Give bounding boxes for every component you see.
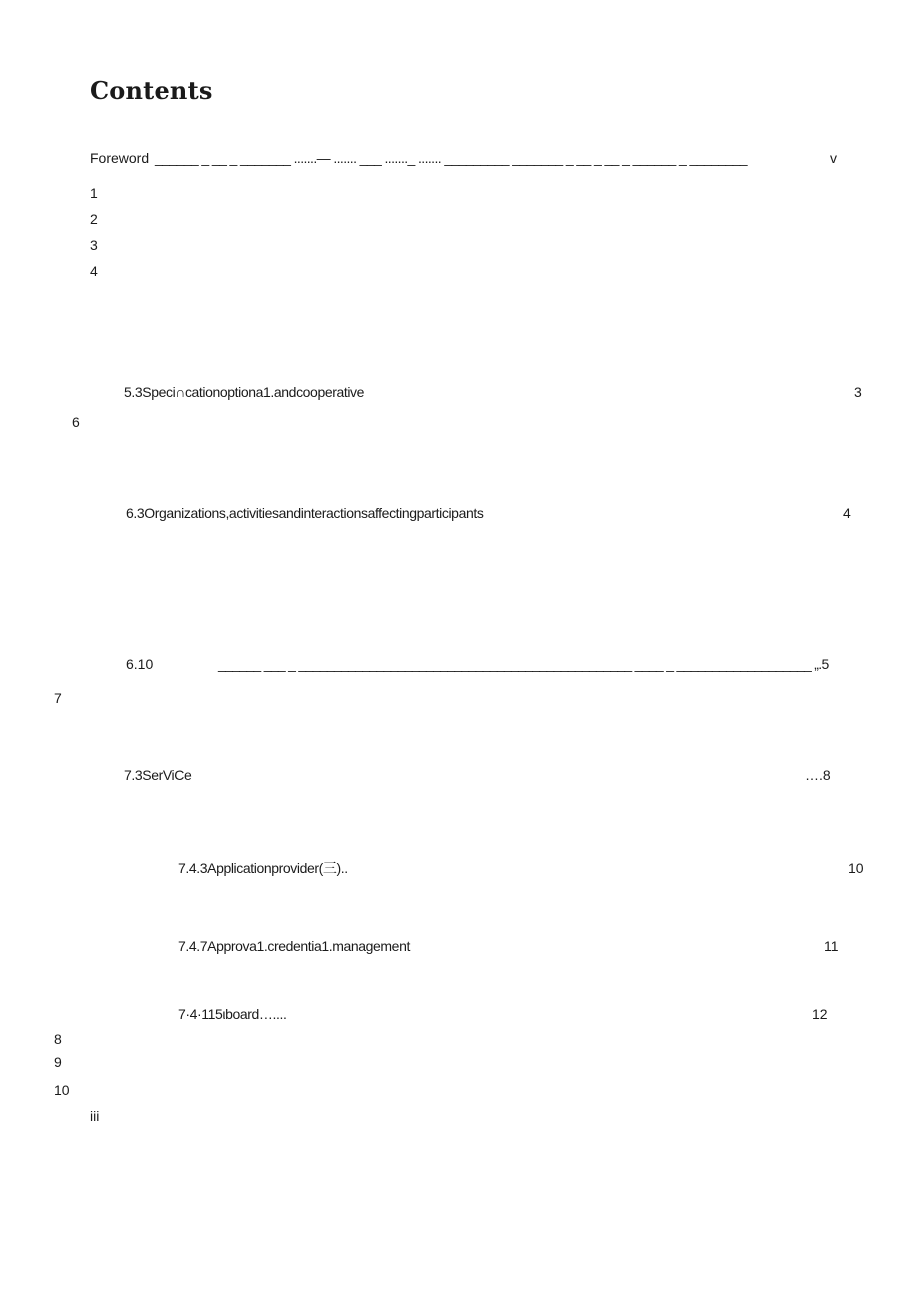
toc-entry-5-3-page: 3 — [854, 384, 862, 400]
toc-entry-7-3-page: ….8 — [805, 767, 831, 783]
toc-number-6: 6 — [72, 414, 80, 430]
toc-entry-7-4-11-label: 7·4·115ιboard….... — [178, 1006, 287, 1022]
toc-number-10: 10 — [54, 1082, 70, 1098]
toc-number-4: 4 — [90, 263, 98, 279]
toc-entry-7-3-label: 7.3SerViCe — [124, 767, 192, 783]
toc-number-1: 1 — [90, 185, 98, 201]
toc-entry-6-3-page: 4 — [843, 505, 851, 521]
foreword-label: Foreword — [90, 150, 150, 166]
toc-entry-7-4-11-page: 12 — [812, 1006, 828, 1022]
foreword-page: v — [830, 150, 837, 166]
toc-entry-6-10-leader: ______ ___ _ _______________________________________________ ____ _ ___________________ „.5 — [218, 656, 829, 672]
page-number: iii — [90, 1108, 100, 1124]
toc-number-3: 3 — [90, 237, 98, 253]
toc-number-9: 9 — [54, 1054, 62, 1070]
toc-entry-7-4-7-page: 11 — [824, 938, 839, 954]
toc-number-8: 8 — [54, 1031, 62, 1047]
toc-number-7: 7 — [54, 690, 62, 706]
toc-entry-7-4-3-label: 7.4.3Applicationprovider(三).. — [178, 860, 348, 876]
toc-entry-5-3-label: 5.3Speci∩cationoptiona1.andcooperative — [124, 384, 365, 400]
toc-entry-7-4-7-label: 7.4.7Approva1.credentia1.management — [178, 938, 410, 954]
toc-entry-6-10-label: 6.10 — [126, 656, 154, 672]
toc-entry-7-4-3-page: 10 — [848, 860, 864, 876]
toc-entry-6-3-label: 6.3Organizations,activitiesandinteractionsaffectingparticipants — [126, 505, 484, 521]
toc-number-2: 2 — [90, 211, 98, 227]
toc-heading: Contents — [90, 76, 213, 105]
foreword-leader: ______ _ __ _ _______ .......— ....... ___ ......._ ....... _________ _______ _ __ _ __ _ ______ _ ________ — [155, 150, 747, 166]
